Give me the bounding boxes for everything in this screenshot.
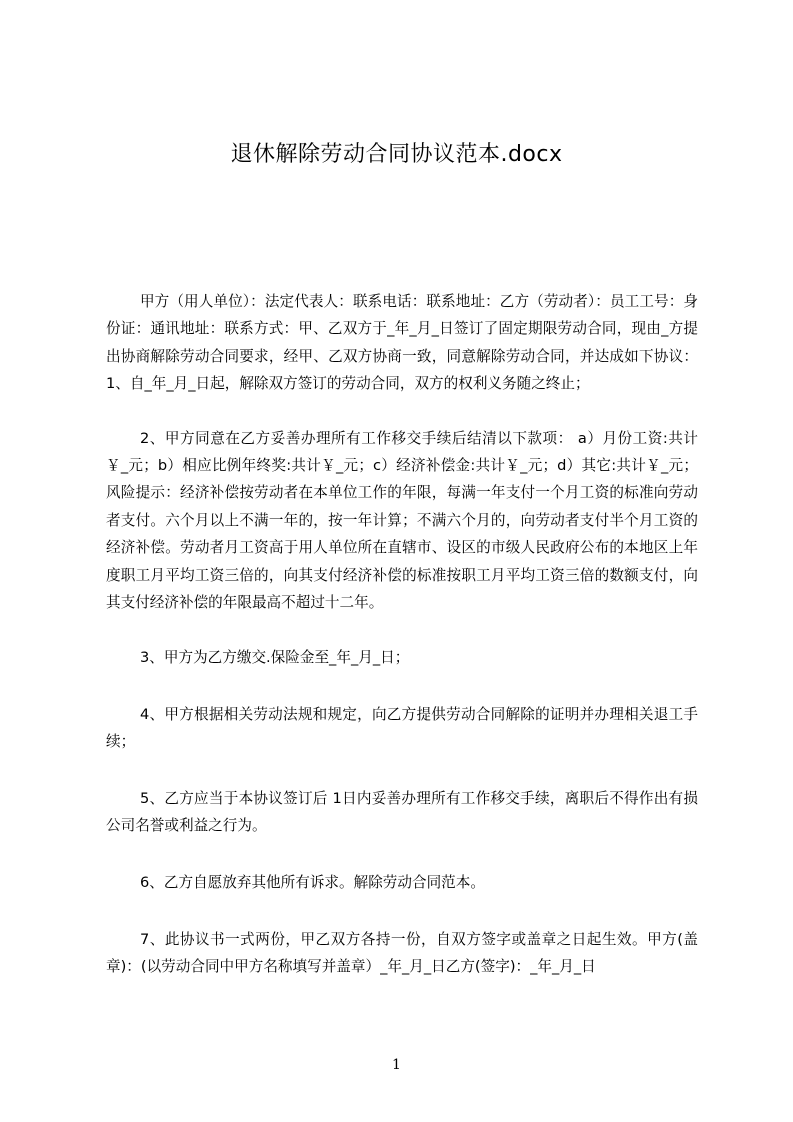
page-number: 1: [392, 1057, 401, 1073]
document-title: 退休解除劳动合同协议范本.docx: [230, 142, 563, 167]
document-body: [106, 288, 698, 981]
paragraph-insurance: 3、甲方为乙方缴交.保险金至_年_月_日；: [140, 649, 410, 667]
paragraph-parties: 甲方（用人单位）：法定代表人：联系电话：联系地址：乙方（劳动者）：员工工号：身份证：通讯地址：联系方式：甲、乙双方于_年_月_日签订了固定期限劳动合同，现由_方提出协商解除劳动合同要求，经甲、乙双方协商一致，同意解除劳动合同，并达成如下协议：1、自_年_月_日起，解除双方签订的劳动合同，双方的权利义务随之终止；: [106, 293, 698, 393]
paragraph-payments: 2、甲方同意在乙方妥善办理所有工作移交手续后结清以下款项： a）月份工资:共计￥_元；b）相应比例年终奖:共计￥_元；c）经济补偿金:共计￥_元；d）其它:共计￥_元；风险提示：经济补偿按劳动者在本单位工作的年限，每满一年支付一个月工资的标准向劳动者支付。六个月以上不满一年的，按一年计算；不满六个月的，向劳动者支付半个月工资的经济补偿。劳动者月工资高于用人单位所在直辖市、设区的市级人民政府公布的本地区上年度职工月平均工资三倍的，向其支付经济补偿的标准按职工月平均工资三倍的数额支付，向其支付经济补偿的年限最高不超过十二年。: [106, 429, 698, 612]
paragraph-signatures: 7、此协议书一式两份，甲乙双方各持一份，自双方签字或盖章之日起生效。甲方(盖章)：(以劳动合同中甲方名称填写并盖章）_年_月_日乙方(签字)：_年_月_日: [106, 930, 698, 976]
paragraph-handover: 5、乙方应当于本协议签订后 1日内妥善办理所有工作移交手续，离职后不得作出有损公司名誉或利益之行为。: [106, 789, 698, 835]
paragraph-waiver: 6、乙方自愿放弃其他所有诉求。解除劳动合同范本。: [140, 873, 485, 891]
paragraph-certificate: 4、甲方根据相关劳动法规和规定，向乙方提供劳动合同解除的证明并办理相关退工手续；: [106, 705, 698, 751]
